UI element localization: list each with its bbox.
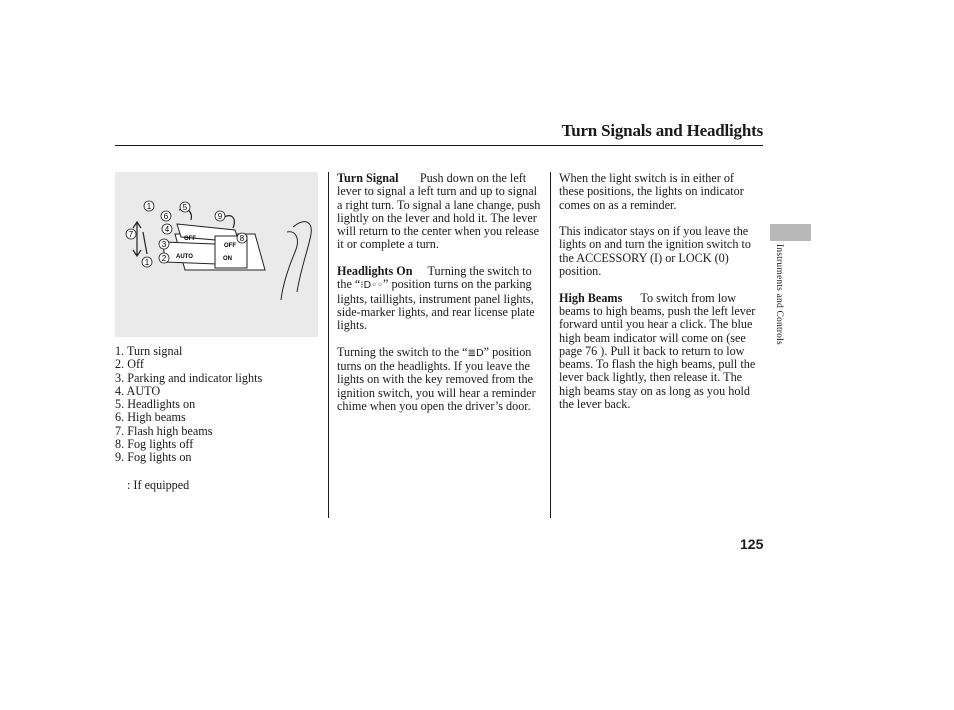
headlights-body-text: ” position turns on the parking lights, taillights, instrument panel lights, side-marker lights, and rear license plate lights. <box>337 277 535 333</box>
footnote: : If equipped <box>127 478 190 492</box>
fog-off-label: OFF <box>224 243 236 249</box>
callout-7: 7 <box>128 230 134 239</box>
section-label: Instruments and Controls <box>774 244 784 345</box>
legend-item: 8. Fog lights off <box>115 437 194 452</box>
flash-arrow-icon <box>143 232 147 254</box>
headlights-body-text: Turning the switch to the “ <box>337 264 532 292</box>
high-beams-section <box>559 292 759 412</box>
headlights-heading: Headlights On <box>337 264 413 279</box>
headlights-section-2 <box>337 346 543 413</box>
headlights-body-text: Turning the switch to the “ <box>337 344 468 359</box>
switch-off-label: OFF <box>184 236 196 242</box>
callout-6: 6 <box>163 212 169 221</box>
turn-signal-section <box>337 172 543 252</box>
turn-signal-arrow-icon <box>133 222 141 256</box>
callout-1-top: 1 <box>146 202 152 211</box>
turn-signal-body: Push down on the left lever to signal a left turn and up to signal a right turn. To signal a lane change, push lightly on the lever and hold it. The lever will return to the center when you release it or complete a turn. <box>337 171 541 252</box>
legend-list <box>115 345 262 465</box>
middle-column <box>337 172 543 427</box>
headlights-section <box>337 265 543 332</box>
indicator-paragraph: This indicator stays on if you leave the lights on and turn the ignition switch to the ACCESSORY (I) or LOCK (0) position. <box>559 224 751 279</box>
callout-8: 8 <box>239 234 245 243</box>
fog-on-label: ON <box>223 256 232 262</box>
column-divider <box>550 172 551 518</box>
lever-diagram <box>115 172 318 337</box>
legend-item: 7. Flash high beams <box>115 423 213 438</box>
legend-item: 1. Turn signal <box>115 344 183 358</box>
legend-item: 6. High beams <box>115 410 186 425</box>
callout-9: 9 <box>217 212 223 221</box>
legend-item: 5. Headlights on <box>115 397 196 412</box>
callout-1-bottom: 1 <box>144 258 150 267</box>
legend-item: 4. AUTO <box>115 383 161 398</box>
legend-item: 9. Fog lights on <box>115 450 192 465</box>
legend-item: 2. Off <box>115 357 144 372</box>
legend-item: 3. Parking and indicator lights <box>115 370 263 385</box>
turn-signal-heading: Turn Signal <box>337 171 399 185</box>
indicator-paragraph: When the light switch is in either of these positions, the lights on indicator comes on as a reminder. <box>559 171 744 212</box>
switch-auto-label: AUTO <box>176 254 193 260</box>
column-divider <box>328 172 329 518</box>
headlights-body-text: ” position turns on the headlights. If you leave the lights on with the key removed from the ignition switch, you will hear a reminder chime when you open the driver’s door. <box>337 344 536 414</box>
section-tab <box>770 224 811 241</box>
high-beams-heading: High Beams <box>559 290 623 305</box>
callout-4: 4 <box>164 225 170 234</box>
parking-lights-icon: ⁝D◦◦ <box>360 280 384 292</box>
callout-2: 2 <box>161 254 167 263</box>
callout-5: 5 <box>182 203 188 212</box>
callout-3: 3 <box>161 240 167 249</box>
high-beams-body: To switch from low beams to high beams, push the left lever forward until you hear a click. The blue high beam indicator will come on (see page 76 ). Pull it back to return to low beams. To flash the high beams, pull the lever back lightly, then release it. The high beams stay on as long as you hold the lever back. <box>559 290 756 412</box>
headlight-switch-illustration <box>115 172 318 337</box>
headlights-icon: ≣D <box>467 347 484 359</box>
title-divider <box>115 145 763 146</box>
page-title: Turn Signals and Headlights <box>561 121 763 140</box>
page-number: 125 <box>740 536 764 552</box>
right-column <box>559 172 759 425</box>
